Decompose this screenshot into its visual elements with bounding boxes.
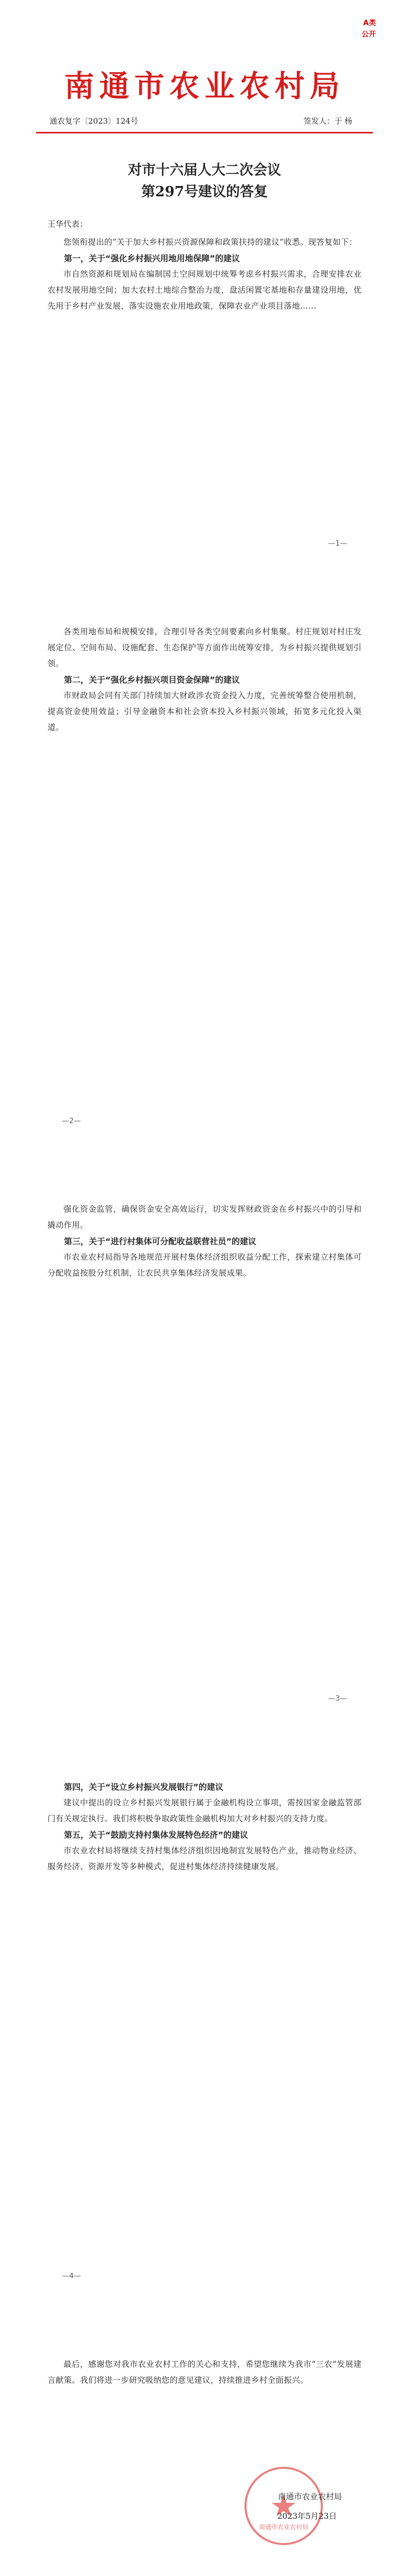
page-number: —1— <box>328 539 347 548</box>
page-number: —4— <box>62 2272 81 2280</box>
org-title: 南通市农业农村局 <box>64 69 345 104</box>
paragraph: 市财政局会同有关部门持续加大财政涉农资金投入力度，完善统筹整合使用机制，提高资金使用效益；引导金融资本和社会资本投入乡村振兴领域，拓宽多元化投入渠道。 <box>47 691 362 732</box>
page-5 <box>0 2310 409 2576</box>
salutation: 王华代表： <box>47 219 88 229</box>
section-heading: 第三，关于“进行村集体可分配收益联营社员”的建议 <box>64 1236 257 1246</box>
page-number: —3— <box>328 1694 347 1703</box>
paragraph: 市自然资源和规划局在编制国土空间规划中统筹考虑乡村振兴需求，合理安排农业农村发展用地空间；加大农村土地综合整治力度，盘活闲置宅基地和存量建设用地，优先用于乡村产业发展，落实设施农业用地政策，保障农业产业项目落地…… <box>47 269 362 311</box>
paragraph: 您领衔提出的“关于加大乡村振兴资源保障和政策扶持的建议”收悉。现答复如下： <box>63 238 357 247</box>
doc-title-line1: 对市十六届人大二次会议 <box>128 162 281 178</box>
page-2 <box>0 578 409 1155</box>
public-mark: 公开 <box>362 30 376 39</box>
closing-org: 南通市农业农村局 <box>277 2492 342 2501</box>
section-heading: 第二，关于“强化乡村振兴项目资金保障”的建议 <box>64 675 240 685</box>
page-number: —2— <box>62 1117 81 1125</box>
signer: 签发人：于 杨 <box>303 116 352 126</box>
section-heading: 第一，关于“强化乡村振兴用地用地保障”的建议 <box>64 253 240 263</box>
official-seal <box>242 2465 325 2547</box>
paragraph: 最后，感谢您对我市农业农村工作的关心和支持，希望您继续为我市“三农”发展建言献策。我们将进一步研究吸纳您的意见建议，持续推进乡村全面振兴。 <box>47 2360 362 2385</box>
paragraph: 各类用地布局和规模安排，合理引导各类空间要素向乡村集聚。村庄规划对村庄发展定位、空间布局、设施配套、生态保护等方面作出统筹安排，为乡村振兴提供规划引领。 <box>47 627 362 668</box>
red-divider <box>36 132 373 133</box>
section-heading: 第四，关于“设立乡村振兴发展银行”的建议 <box>64 1782 224 1792</box>
closing-date: 2023年5月23日 <box>277 2512 337 2521</box>
seal-text: 南通市农业农村局 <box>258 2523 308 2531</box>
page-3 <box>0 1155 409 1733</box>
paragraph: 建议中提出的设立乡村振兴发展银行属于金融机构设立事项，需按国家金融监管部门有关规定执行。我们将积极争取政策性金融机构加大对乡村振兴的支持力度。 <box>47 1798 362 1823</box>
category-mark: A类 <box>363 19 376 27</box>
paragraph: 市农业农村局将继续支持村集体经济组织因地制宜发展特色产业，推动物业经济、服务经济、资源开发等多种模式，促进村集体经济持续健康发展。 <box>47 1846 362 1871</box>
page-1 <box>0 0 409 578</box>
doc-number: 通农复字〔2023〕124号 <box>50 116 138 126</box>
paragraph: 市农业农村局指导各地规范开展村集体经济组织收益分配工作，探索建立村集体可分配收益按股分红机制，让农民共享集体经济发展成果。 <box>47 1252 362 1278</box>
section-heading: 第五，关于“鼓励支持村集体发展特色经济”的建议 <box>64 1830 249 1840</box>
paragraph: 强化资金监管，确保资金安全高效运行，切实发挥财政资金在乡村振兴中的引导和撬动作用。 <box>47 1205 362 1230</box>
seal-icon <box>242 2465 325 2547</box>
doc-title-line2: 第297号建议的答复 <box>141 184 268 200</box>
page-4 <box>0 1733 409 2310</box>
